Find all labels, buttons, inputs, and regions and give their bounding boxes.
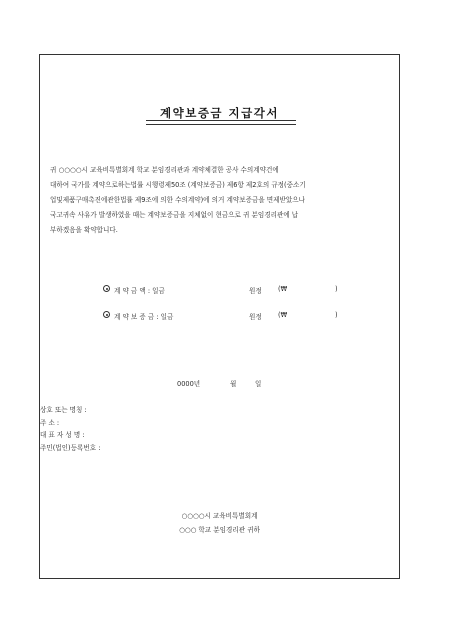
addressee-block: [40, 509, 399, 537]
contract-amount-won-label: 원정: [249, 287, 262, 295]
title-double-underline: [146, 120, 296, 125]
contract-amount-currency: (₩: [278, 285, 288, 293]
contractor-name-field: 상호 또는 명칭 :: [40, 406, 87, 414]
body-line: 국고귀속 사유가 발생하였을 때는 계약보증금을 지체없이 현금으로 귀 분임경리관에 납: [50, 211, 299, 219]
contractor-registration-field: 주민(법인)등록번호 :: [40, 443, 101, 452]
document-sheet: [39, 54, 400, 579]
deposit-amount-close: ): [335, 311, 338, 319]
body-line: 귀 ○○○○시 교육비특별회계 학교 분임경리관과 계약체결한 공사 수의계약건에: [50, 166, 279, 174]
date-year: 0000년: [177, 380, 201, 388]
date-day: 일: [255, 380, 262, 388]
date-month: 월: [230, 380, 237, 388]
deposit-amount-currency: (₩: [278, 311, 288, 319]
contractor-address-field: 주 소 :: [40, 418, 60, 427]
body-line: 대하여 국가를 계약으로하는법률 시행령제50조 (계약보증금) 제6항 제2호의 규정(중소기: [50, 181, 306, 189]
body-line: 업및제품구매촉진에관한법률 제9조에 의한 수의계약)에 의거 계약보증금을 면제받았으나: [50, 196, 306, 204]
addressee-line-2: ○○○ 학교 분임경리관 귀하: [179, 526, 260, 534]
contractor-representative-field: 대 표 자 성 명 :: [40, 431, 85, 439]
contractor-info: [40, 404, 100, 454]
document-title: 계약보증금 지급각서: [160, 106, 279, 120]
deposit-amount-label: 계 약 보 증 금 : 일금: [114, 313, 174, 321]
addressee-line-1: ○○○○시 교육비특별회계: [181, 512, 258, 520]
pledge-body: [50, 163, 395, 238]
body-line: 부하겠음을 확약합니다.: [50, 226, 118, 234]
deposit-amount-won-label: 원정: [249, 313, 262, 321]
contract-amount-label: 계 약 금 액 : 일금: [114, 287, 165, 295]
contract-amount-close: ): [335, 285, 338, 293]
